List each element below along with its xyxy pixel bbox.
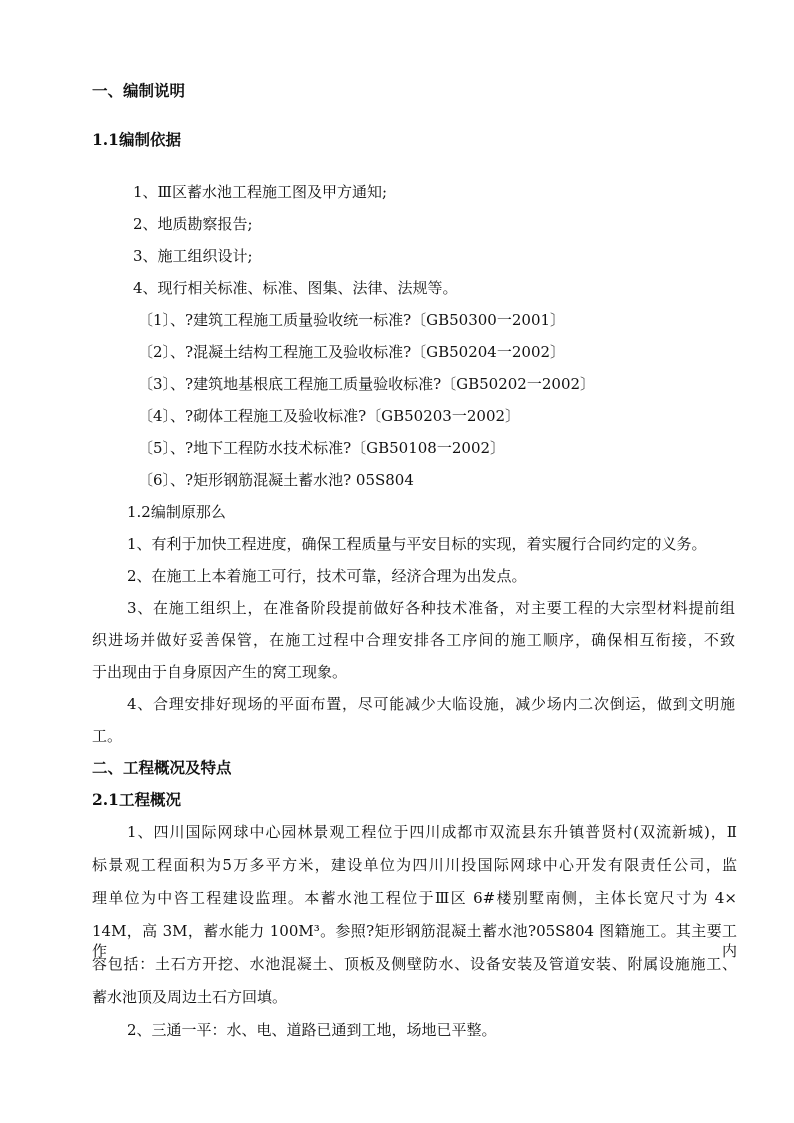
standard-item-6: 〔6〕、?矩形钢筋混凝土蓄水池? 05S804 [138, 471, 414, 489]
overview-line-3: 理单位为中咨工程建设监理。本蓄水池工程位于Ⅲ区 6#楼别墅南侧，主体长宽尺寸为 4× [92, 889, 737, 907]
overview-line-1: 1、四川国际网球中心园林景观工程位于四川成都市双流县东升镇普贤村(双流新城)，Ⅱ [127, 823, 737, 841]
basis-item-1: 1、Ⅲ区蓄水池工程施工图及甲方通知; [133, 183, 388, 201]
section-2-1-heading: 2.1工程概况 [92, 790, 181, 809]
basis-item-3: 3、施工组织设计; [133, 247, 253, 265]
standard-item-2: 〔2〕、?混凝土结构工程施工及验收标准?〔GB50204一2002〕 [138, 343, 566, 361]
overview-line-5: 容包括：土石方开挖、水池混凝土、顶板及侧壁防水、设备安装及管道安装、附属设施施工、 [92, 955, 737, 973]
standard-item-5: 〔5〕、?地下工程防水技术标准?〔GB50108一2002〕 [138, 439, 506, 457]
principle-3-line-2: 织进场并做好妥善保管，在施工过程中合理安排各工序间的施工顺序，确保相互衔接，不致 [92, 631, 735, 649]
principle-1: 1、有利于加快工程进度，确保工程质量与平安目标的实现，着实履行合同约定的义务。 [127, 535, 707, 553]
overview-line-2: 标景观工程面积为5万多平方米，建设单位为四川川投国际网球中心开发有限责任公司，监 [92, 856, 737, 874]
principle-3-line-3: 于出现由于自身原因产生的窝工现象。 [92, 663, 348, 681]
overview-line-4: 14M，高 3M，蓄水能力 100M³。参照?矩形钢筋混凝土蓄水池?05S804 图籍施工。其主要工作内 [92, 922, 737, 960]
overview-line-6: 蓄水池顶及周边土石方回填。 [92, 988, 288, 1006]
section-1-2-heading: 1.2编制原那么 [127, 503, 226, 521]
section-1-1-heading: 1.1编制依据 [92, 130, 181, 149]
standard-item-1: 〔1〕、?建筑工程施工质量验收统一标准?〔GB50300一2001〕 [138, 311, 566, 329]
standard-item-4: 〔4〕、?砌体工程施工及验收标准?〔GB50203一2002〕 [138, 407, 521, 425]
principle-4-line-2: 工。 [92, 727, 123, 745]
basis-item-4: 4、现行相关标准、标准、图集、法律、法规等。 [133, 279, 458, 297]
section-2-heading: 二、工程概况及特点 [92, 758, 232, 777]
principle-3-line-1: 3、在施工组织上，在准备阶段提前做好各种技术准备，对主要工程的大宗型材料提前组 [127, 599, 735, 617]
basis-item-2: 2、地质勘察报告; [133, 215, 253, 233]
standard-item-3: 〔3〕、?建筑地基根底工程施工质量验收标准?〔GB50202一2002〕 [138, 375, 596, 393]
principle-2: 2、在施工上本着施工可行，技术可靠，经济合理为出发点。 [127, 567, 527, 585]
section-1-heading: 一、编制说明 [92, 81, 186, 100]
overview-line-7: 2、三通一平：水、电、道路已通到工地，场地已平整。 [127, 1021, 497, 1039]
principle-4-line-1: 4、合理安排好现场的平面布置，尽可能减少大临设施，减少场内二次倒运，做到文明施 [127, 695, 735, 713]
